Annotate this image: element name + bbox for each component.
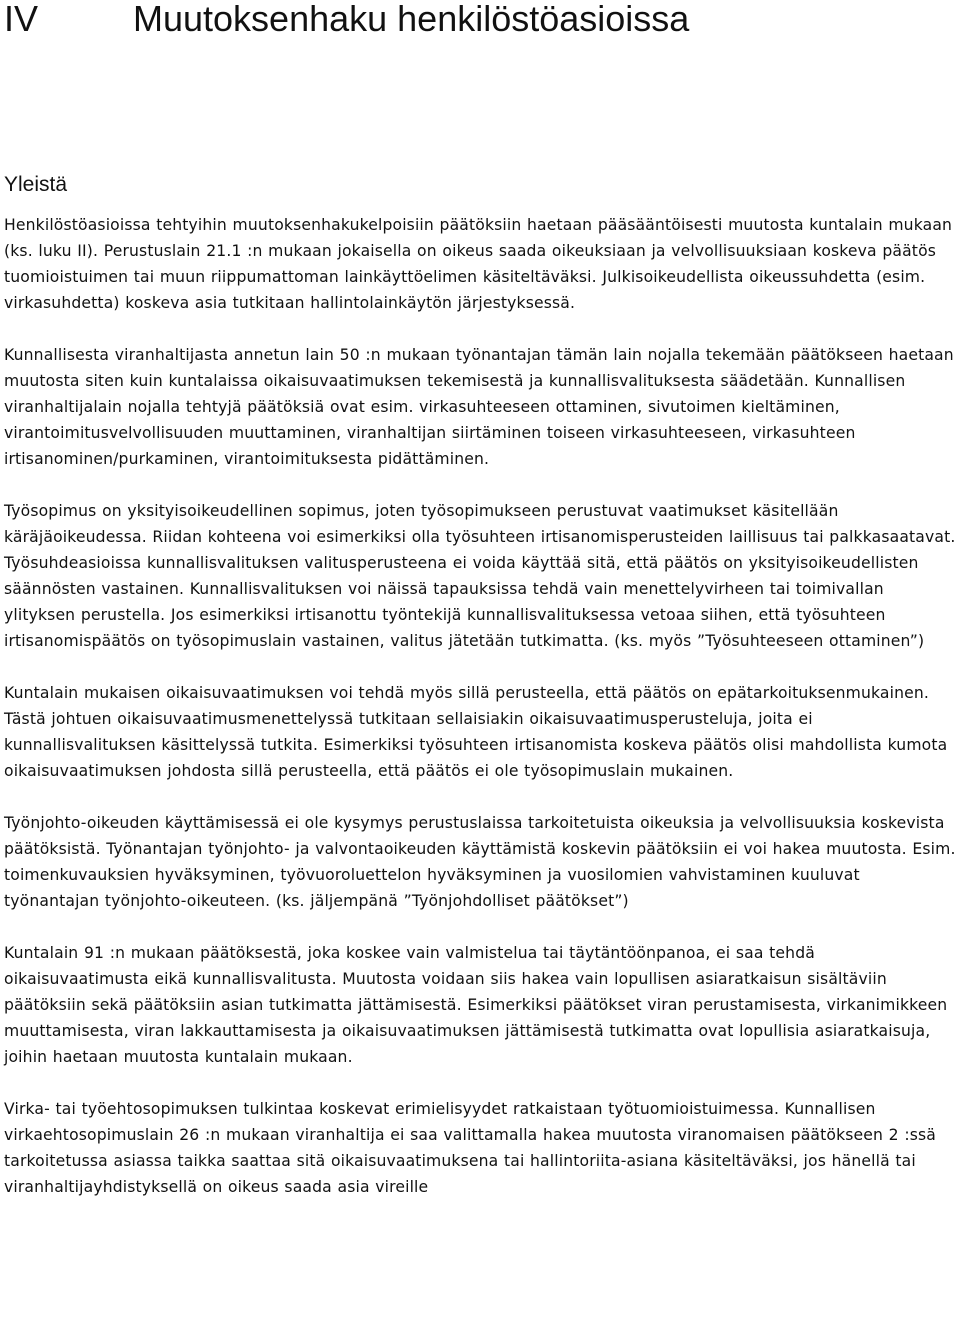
paragraph-5: Työnjohto-oikeuden käyttämisessä ei ole kysymys perustuslaissa tarkoitetuista oikeuksia ja velvollisuuksia koskevista päätöksistä. Työnantajan työnjohto- ja valvontaoikeuden käyttämistä koskevin päätöksiin ei voi hakea muutosta. Esim. toimenkuvauksien hyväksyminen, työvuoroluettelon hyväksyminen ja vuosilomien vahvistaminen kuuluvat työnantajan työnjohto-oikeuteen. (ks. jäljempänä ”Työnjohdolliset päätökset”): [4, 814, 956, 910]
chapter-number: IV: [4, 0, 39, 39]
paragraph-4: Kuntalain mukaisen oikaisuvaatimuksen voi tehdä myös sillä perusteella, että päätös on epätarkoituksenmukainen. Tästä johtuen oikaisuvaatimusmenettelyssä tutkitaan sellaisiakin oikaisuvaatimusperusteluja, joita ei kunnallisvalituksen käsittelyssä tutkita. Esimerkiksi työsuhteen irtisanomista koskeva päätös olisi mahdollista kumota oikaisuvaatimuksen johdosta sillä perusteella, että päätös ei ole työsopimuslain mukainen.: [4, 684, 948, 780]
chapter-title: Muutoksenhaku henkilöstöasioissa: [133, 0, 690, 39]
body-text: [4, 212, 956, 1226]
paragraph-3: Työsopimus on yksityisoikeudellinen sopimus, joten työsopimukseen perustuvat vaatimukset käsitellään käräjäoikeudessa. Riidan kohteena voi esimerkiksi olla työsuhteen irtisanomisperusteiden laillisuus tai palkkasaatavat. Työsuhdeasioissa kunnallisvalituksen valitusperusteena ei voida käyttää sitä, että päätös on yksityisoikeudellisten säännösten vastainen. Kunnallisvalituksen voi näissä tapauksissa tehdä vain menettelyvirheen tai toimivallan ylityksen perustella. Jos esimerkiksi irtisanottu työntekijä kunnallisvalituksessa vetoaa siihen, että työsuhteen irtisanomispäätös on työsopimuslain vastainen, valitus jätetään tutkimatta. (ks. myös ”Työsuhteeseen ottaminen”): [4, 502, 956, 650]
paragraph-2: Kunnallisesta viranhaltijasta annetun lain 50 :n mukaan työnantajan tämän lain nojalla tekemään päätökseen haetaan muutosta siten kuin kuntalaissa oikaisuvaatimuksen tekemisestä ja kunnallisvalituksesta säädetään. Kunnallisen viranhaltijalain nojalla tehtyjä päätöksiä ovat esim. virkasuhteeseen ottaminen, sivutoimen kieltäminen, virantoimitusvelvollisuuden muuttaminen, viranhaltijan siirtäminen toiseen virkasuhteeseen, virkasuhteen irtisanominen/purkaminen, virantoimituksesta pidättäminen.: [4, 346, 954, 468]
paragraph-7: Virka- tai työehtosopimuksen tulkintaa koskevat erimielisyydet ratkaistaan työtuomioistuimessa. Kunnallisen virkaehtosopimuslain 26 :n mukaan viranhaltija ei saa valittamalla hakea muutosta viranomaisen päätökseen 2 :ssä tarkoitetussa asiassa taikka saattaa sitä oikaisuvaatimuksena tai hallintoriita-asiana käsiteltäväksi, jos hänellä tai viranhaltijayhdistyksellä on oikeus saada asia vireille: [4, 1100, 937, 1196]
section-heading: Yleistä: [4, 173, 68, 196]
paragraph-1: Henkilöstöasioissa tehtyihin muutoksenhakukelpoisiin päätöksiin haetaan pääsääntöisesti muutosta kuntalain mukaan (ks. luku II). Perustuslain 21.1 :n mukaan jokaisella on oikeus saada oikeuksiaan ja velvollisuuksiaan koskeva päätös tuomioistuimen tai muun riippumattoman lainkäyttöelimen käsiteltäväksi. Julkisoikeudellista oikeussuhdetta (esim. virkasuhdetta) koskeva asia tutkitaan hallintolainkäytön järjestyksessä.: [4, 216, 953, 312]
paragraph-6: Kuntalain 91 :n mukaan päätöksestä, joka koskee vain valmistelua tai täytäntöönpanoa, ei saa tehdä oikaisuvaatimusta eikä kunnallisvalitusta. Muutosta voidaan siis hakea vain lopullisen asiaratkaisun sisältäviin päätöksiin sekä päätöksiin asian tutkimatta jättämisestä. Esimerkiksi päätökset viran perustamisesta, virkanimikkeen muuttamisesta, viran lakkauttamisesta ja oikaisuvaatimuksen jättämisestä tutkimatta ovat lopullisia asiaratkaisuja, joihin haetaan muutosta kuntalain mukaan.: [4, 944, 948, 1066]
